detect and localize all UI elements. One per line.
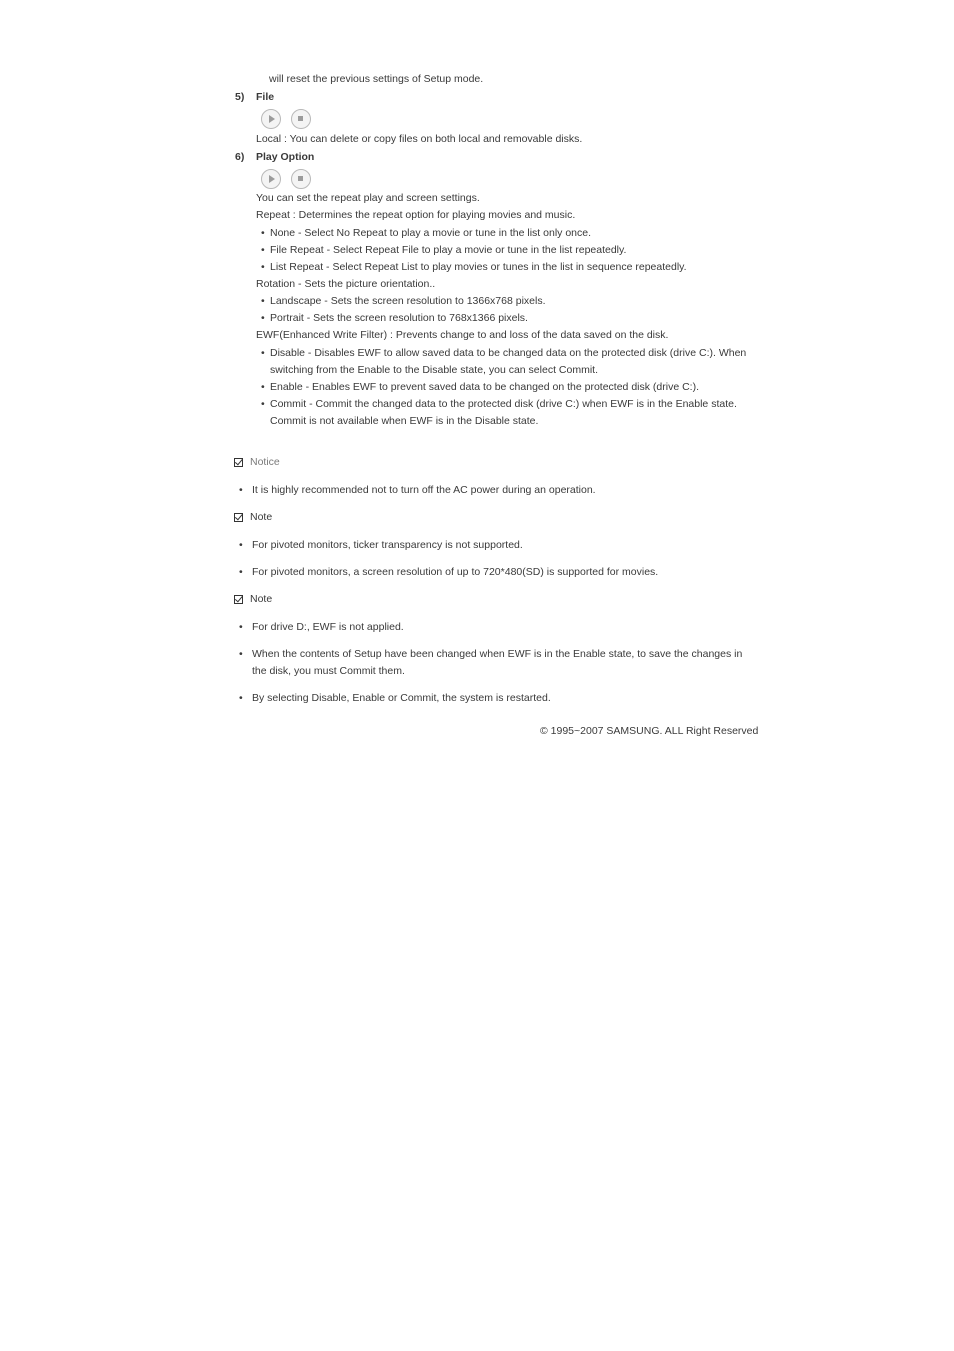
top-line: will reset the previous settings of Setup mode. bbox=[269, 73, 484, 85]
note2-item: When the contents of Setup have been changed when EWF is in the Enable state, to save the changes in bbox=[252, 648, 743, 660]
checkbox-icon bbox=[234, 595, 243, 604]
note1-item: For pivoted monitors, a screen resolution of up to 720*480(SD) is supported for movies. bbox=[252, 566, 659, 578]
bullet: • bbox=[239, 566, 243, 578]
bullet: • bbox=[239, 648, 243, 660]
note2-item: For drive D:, EWF is not applied. bbox=[252, 621, 404, 633]
bullet: • bbox=[261, 261, 265, 273]
rotation-item-landscape: Landscape - Sets the screen resolution to 1366x768 pixels. bbox=[270, 295, 546, 307]
bullet: • bbox=[261, 244, 265, 256]
repeat-item-list: List Repeat - Select Repeat List to play movies or tunes in the list in sequence repeatedly. bbox=[270, 261, 687, 273]
repeat-item-none: None - Select No Repeat to play a movie or tune in the list only once. bbox=[270, 227, 592, 239]
play-icon[interactable] bbox=[261, 169, 281, 189]
checkbox-icon bbox=[234, 458, 243, 467]
checkbox-icon bbox=[234, 513, 243, 522]
bullet: • bbox=[261, 227, 265, 239]
bullet: • bbox=[261, 398, 265, 410]
copyright-footer: © 1995~2007 SAMSUNG. ALL Right Reserved bbox=[540, 725, 759, 737]
note1-item: For pivoted monitors, ticker transparency is not supported. bbox=[252, 539, 523, 551]
ewf-item-commit: Commit - Commit the changed data to the protected disk (drive C:) when EWF is in the Enable state. bbox=[270, 398, 737, 410]
rotation-item-portrait: Portrait - Sets the screen resolution to 768x1366 pixels. bbox=[270, 312, 528, 324]
play-intro: You can set the repeat play and screen settings. bbox=[256, 192, 480, 204]
note2-item: By selecting Disable, Enable or Commit, the system is restarted. bbox=[252, 692, 551, 704]
bullet: • bbox=[261, 295, 265, 307]
play-media-controls bbox=[259, 169, 315, 193]
note1-label: Note bbox=[250, 511, 273, 523]
ewf-item-disable-cont: switching from the Enable to the Disable state, you can select Commit. bbox=[270, 364, 598, 376]
repeat-item-file: File Repeat - Select Repeat File to play a movie or tune in the list repeatedly. bbox=[270, 244, 627, 256]
ewf-item-enable: Enable - Enables EWF to prevent saved data to be changed on the protected disk (drive C:). bbox=[270, 381, 699, 393]
bullet: • bbox=[239, 621, 243, 633]
file-media-controls bbox=[259, 109, 315, 133]
rotation-heading: Rotation - Sets the picture orientation.. bbox=[256, 278, 436, 290]
repeat-heading: Repeat : Determines the repeat option for playing movies and music. bbox=[256, 209, 576, 221]
bullet: • bbox=[239, 692, 243, 704]
note2-label: Note bbox=[250, 593, 273, 605]
file-section-number: 5) bbox=[235, 91, 245, 103]
notice-item: It is highly recommended not to turn off the AC power during an operation. bbox=[252, 484, 596, 496]
notice-label: Notice bbox=[250, 456, 280, 468]
bullet: • bbox=[261, 347, 265, 359]
ewf-heading: EWF(Enhanced Write Filter) : Prevents change to and loss of the data saved on the disk. bbox=[256, 329, 669, 341]
note2-item-cont: the disk, you must Commit them. bbox=[252, 665, 405, 677]
file-section-title: File bbox=[256, 91, 275, 103]
play-section-number: 6) bbox=[235, 151, 245, 163]
file-local-text: Local : You can delete or copy files on both local and removable disks. bbox=[256, 133, 583, 145]
stop-icon[interactable] bbox=[291, 169, 311, 189]
ewf-item-commit-cont: Commit is not available when EWF is in the Disable state. bbox=[270, 415, 539, 427]
bullet: • bbox=[239, 484, 243, 496]
play-section-title: Play Option bbox=[256, 151, 315, 163]
bullet: • bbox=[239, 539, 243, 551]
bullet: • bbox=[261, 312, 265, 324]
bullet: • bbox=[261, 381, 265, 393]
ewf-item-disable: Disable - Disables EWF to allow saved data to be changed data on the protected disk (drive C:). When bbox=[270, 347, 747, 359]
stop-icon[interactable] bbox=[291, 109, 311, 129]
play-icon[interactable] bbox=[261, 109, 281, 129]
